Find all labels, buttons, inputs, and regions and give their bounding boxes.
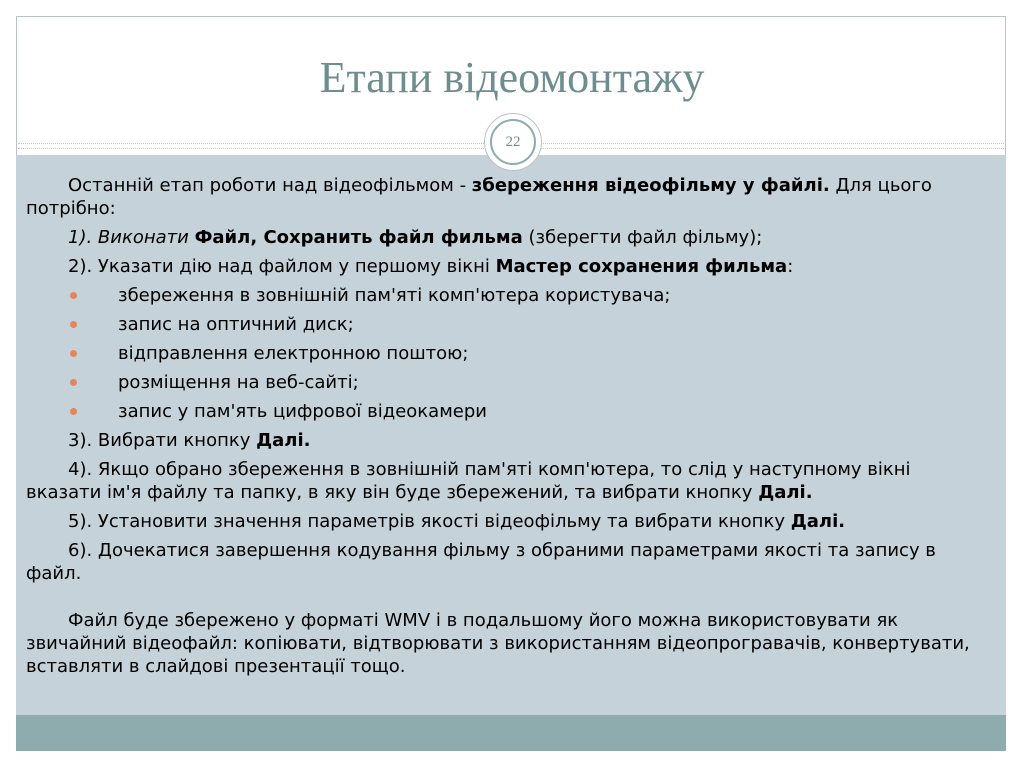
bullet-dot-icon [70, 321, 77, 328]
step-2-bold: Мастер сохранения фильма [495, 256, 788, 277]
slide-body [26, 174, 986, 684]
bullet-dot-icon [70, 350, 77, 357]
intro-paragraph [26, 174, 986, 220]
bullet-text: запис на оптичний диск; [118, 314, 354, 335]
bullet-text: збереження в зовнішній пам'яті комп'ютера користувача; [118, 285, 671, 306]
intro-text-1: Останній етап роботи над відеофільмом - [68, 175, 472, 196]
bullet-item [26, 284, 986, 307]
step-1-text: (зберегти файл фільму); [522, 227, 763, 248]
bullet-item [26, 371, 986, 394]
step-4-text: 4). Якщо обрано збереження в зовнішній пам'яті комп'ютера, то слід у наступному вікні вказати ім'я файлу та папку, в яку він буде збережений, та вибрати кнопку [26, 459, 911, 503]
step-2-colon: : [787, 256, 794, 277]
step-5-bold: Далі. [790, 511, 846, 532]
step-5-text: 5). Установити значення параметрів якості відеофільму та вибрати кнопку [68, 511, 791, 532]
step-1 [26, 226, 986, 249]
bullet-dot-icon [70, 379, 77, 386]
step-6 [26, 539, 986, 585]
step-1-italic: 1). Виконати [68, 227, 195, 248]
step-1-bold: Файл, Сохранить файл фильма [194, 227, 523, 248]
step-3 [26, 429, 986, 452]
page-number: 22 [490, 119, 536, 165]
footer-bar [16, 715, 1006, 751]
bullet-item [26, 400, 986, 423]
bullet-text: запис у пам'ять цифрової відеокамери [118, 401, 487, 422]
final-paragraph: Файл буде збережено у форматі WMV і в подальшому його можна використовувати як звичайний відеофайл: копіювати, відтворювати з використанням відеопрогравачів, конвертувати, вставляти в слайдові презентації тощо. [26, 610, 970, 677]
bullet-dot-icon [70, 408, 77, 415]
step-6-text: 6). Дочекатися завершення кодування фільму з обраними параметрами якості та запису в файл. [26, 540, 936, 584]
step-4 [26, 458, 986, 504]
bullet-text: розміщення на веб-сайті; [118, 372, 359, 393]
step-2-text: 2). Указати дію над файлом у першому вікні [68, 256, 496, 277]
step-2 [26, 255, 986, 278]
bullet-item [26, 313, 986, 336]
step-3-text: 3). Вибрати кнопку [68, 430, 257, 451]
intro-text-2: Для цього потрібно: [26, 175, 932, 219]
bullet-text: відправлення електронною поштою; [118, 343, 469, 364]
bullet-dot-icon [70, 292, 77, 299]
step-4-bold: Далі. [758, 482, 813, 503]
page-number-badge [484, 113, 542, 171]
bullet-item [26, 342, 986, 365]
intro-bold: збереження відеофільму у файлі. [471, 175, 830, 196]
step-3-bold: Далі. [256, 430, 311, 451]
step-5 [26, 510, 986, 533]
slide-title: Етапи відеомонтажу [319, 53, 705, 102]
